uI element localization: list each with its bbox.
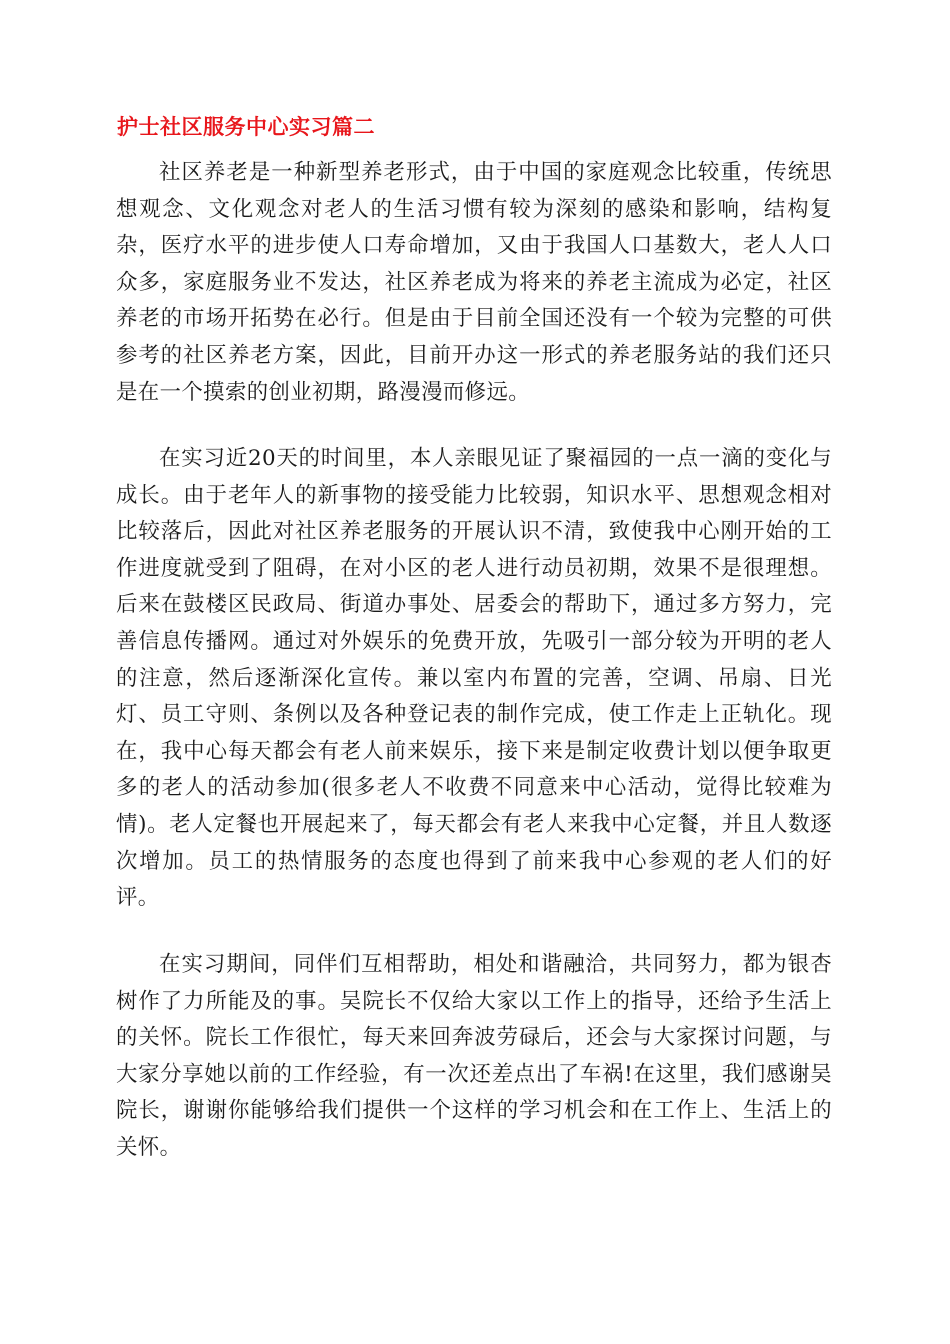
paragraph-1: 社区养老是一种新型养老形式，由于中国的家庭观念比较重，传统思想观念、文化观念对老人的生活习惯有较为深刻的感染和影响，结构复杂，医疗水平的进步使人口寿命增加，又由于我国人口基数大，老人人口众多，家庭服务业不发达，社区养老成为将来的养老主流成为必定，社区养老的市场开拓势在必行。但是由于目前全国还没有一个较为完整的可供参考的社区养老方案，因此，目前开办这一形式的养老服务站的我们还只是在一个摸索的创业初期，路漫漫而修远。: [116, 160, 832, 405]
paragraph-3: 在实习期间，同伴们互相帮助，相处和谐融洽，共同努力，都为银杏树作了力所能及的事。吴院长不仅给大家以工作上的指导，还给予生活上的关怀。院长工作很忙，每天来回奔波劳碌后，还会与大家探讨问题，与大家分享她以前的工作经验，有一次还差点出了车祸!在这里，我们感谢吴院长，谢谢你能够给我们提供一个这样的学习机会和在工作上、生活上的关怀。: [116, 952, 832, 1160]
paragraph-2: 在实习近20天的时间里，本人亲眼见证了聚福园的一点一滴的变化与成长。由于老年人的新事物的接受能力比较弱，知识水平、思想观念相对比较落后，因此对社区养老服务的开展认识不清，致使我中心刚开始的工作进度就受到了阻碍，在对小区的老人进行动员初期，效果不是很理想。后来在鼓楼区民政局、街道办事处、居委会的帮助下，通过多方努力，完善信息传播网。通过对外娱乐的免费开放，先吸引一部分较为开明的老人的注意，然后逐渐深化宣传。兼以室内布置的完善，空调、吊扇、日光灯、员工守则、条例以及各种登记表的制作完成，使工作走上正轨化。现在，我中心每天都会有老人前来娱乐，接下来是制定收费计划以便争取更多的老人的活动参加(很多老人不收费不同意来中心活动，觉得比较难为情)。老人定餐也开展起来了，每天都会有老人来我中心定餐，并且人数逐次增加。员工的热情服务的态度也得到了前来我中心参观的老人们的好评。: [116, 446, 832, 911]
document-title: 护士社区服务中心实习篇二: [117, 115, 375, 139]
